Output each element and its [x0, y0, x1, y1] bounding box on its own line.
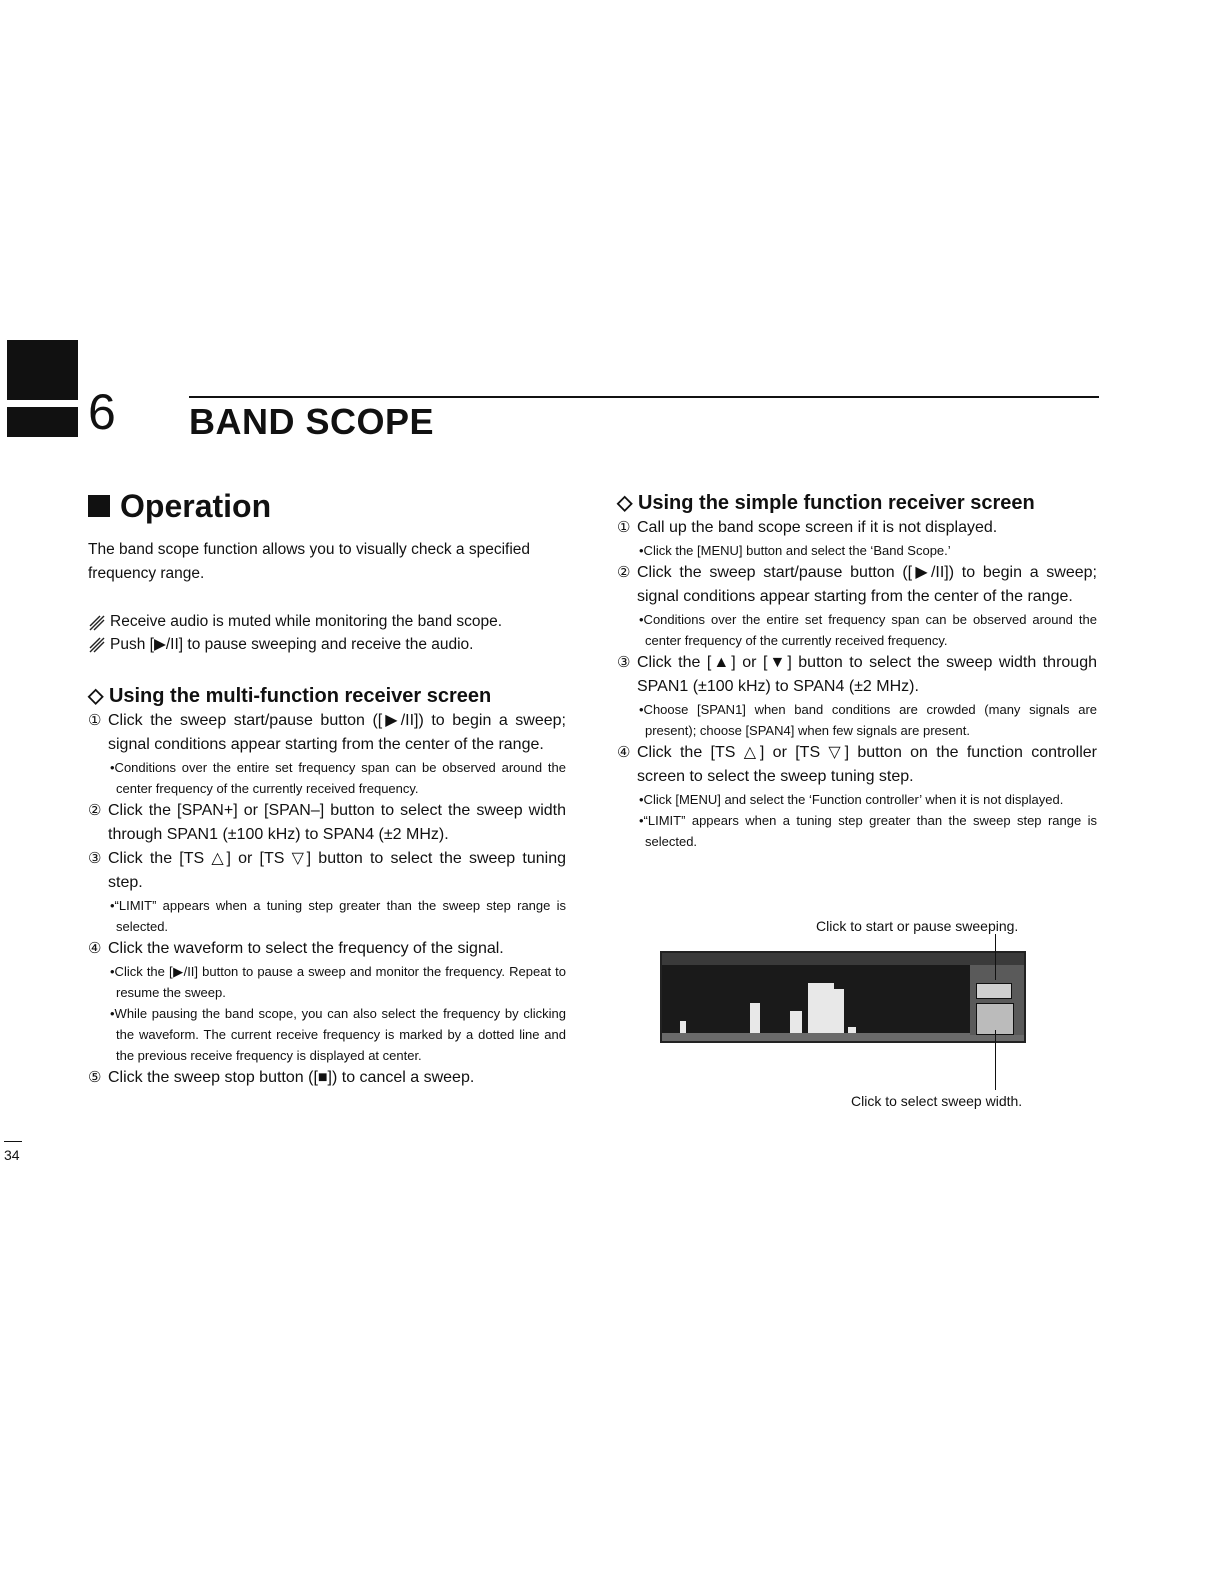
- step-text: Click the waveform to select the frequency of the signal.: [108, 940, 504, 957]
- chapter-tab-top: [7, 340, 78, 400]
- sweep-start-pause-button[interactable]: [976, 983, 1012, 999]
- step-subnote: •Choose [SPAN1] when band conditions are crowded (many signals are present); choose [SPAN4] when few signals are present.: [639, 702, 1097, 738]
- step-text: Click the [▲] or [▼] button to select the sweep width through SPAN1 (±100 kHz) to SPAN4 (±2 MHz).: [637, 654, 1097, 695]
- step-subnote: •“LIMIT” appears when a tuning step greater than the sweep step range is selected.: [639, 813, 1097, 849]
- step-text: Click the [SPAN+] or [SPAN–] button to select the sweep width through SPAN1 (±100 kHz) to SPAN4 (±2 MHz).: [108, 802, 566, 843]
- step-subnote: •Conditions over the entire set frequency span can be observed around the center frequency of the currently received frequency.: [110, 760, 566, 796]
- step-text: Call up the band scope screen if it is not displayed.: [637, 519, 998, 536]
- step-item: [88, 1066, 566, 1090]
- simple-function-steps: [617, 516, 1097, 852]
- simple-function-heading: ◇ Using the simple function receiver screen: [617, 492, 1035, 514]
- step-item: [617, 561, 1097, 609]
- waveform-bar: [834, 989, 844, 1033]
- waveform-bar: [790, 1011, 802, 1033]
- leader-line-top: [995, 934, 996, 980]
- step-subnote: •Click the [▶/II] button to pause a sweep and monitor the frequency. Repeat to resume the sweep.: [110, 964, 566, 1000]
- multi-function-section: [88, 683, 566, 1090]
- chapter-number: 6: [88, 384, 116, 440]
- figure-caption-top: Click to start or pause sweeping.: [816, 918, 1019, 934]
- note-line-1: Receive audio is muted while monitoring the band scope.: [110, 613, 503, 630]
- note-line-2: Push [▶/II] to pause sweeping and receive the audio.: [110, 636, 474, 653]
- step-text: Click the [TS △] or [TS ▽] button to select the sweep tuning step.: [108, 850, 566, 891]
- step-number: ②: [88, 802, 102, 819]
- chapter-tab-bottom: [7, 407, 78, 437]
- step-number: ②: [617, 564, 631, 581]
- band-scope-screenshot: [660, 951, 1026, 1043]
- section-intro: The band scope function allows you to visually check a specified frequency range.: [88, 541, 530, 582]
- step-subnote: •Click [MENU] and select the ‘Function controller’ when it is not displayed.: [639, 792, 1064, 807]
- page-number: 34: [4, 1147, 20, 1163]
- note-block: [88, 610, 578, 656]
- waveform-bar: [808, 983, 834, 1033]
- square-bullet-icon: [88, 495, 110, 517]
- simple-function-section: [617, 490, 1097, 852]
- step-text: Click the [TS △] or [TS ▽] button on the function controller screen to select the sweep tuning step.: [637, 744, 1097, 785]
- chapter-title: BAND SCOPE: [189, 401, 435, 442]
- step-subnote: •Click the [MENU] button and select the ‘Band Scope.’: [639, 543, 951, 558]
- step-item: [88, 799, 566, 847]
- multi-function-heading: ◇ Using the multi-function receiver screen: [88, 685, 492, 707]
- step-number: ③: [88, 850, 102, 867]
- window-title-bar: [662, 953, 1024, 965]
- step-text: Click the sweep start/pause button ([▶/II]) to begin a sweep; signal conditions appear starting from the center of the range.: [637, 564, 1097, 605]
- waveform-bar: [750, 1003, 760, 1033]
- section-title-text: Operation: [120, 488, 272, 524]
- step-number: ④: [88, 940, 102, 957]
- step-number: ①: [88, 712, 102, 729]
- step-item: [617, 651, 1097, 699]
- step-text: Click the sweep start/pause button ([▶/II]) to begin a sweep; signal conditions appear starting from the center of the range.: [108, 712, 566, 753]
- leader-line-bottom: [995, 1030, 996, 1090]
- note-hatch-icon: [88, 610, 108, 656]
- waveform-bar: [680, 1021, 686, 1033]
- step-subnote: •Conditions over the entire set frequency span can be observed around the center frequency of the currently received frequency.: [639, 612, 1097, 648]
- step-item: [88, 937, 566, 961]
- page-number-rule: [4, 1141, 22, 1142]
- section-title: [88, 487, 271, 525]
- step-item: [617, 741, 1097, 789]
- step-text: Click the sweep stop button ([■]) to cancel a sweep.: [108, 1069, 475, 1086]
- step-number: ①: [617, 519, 631, 536]
- step-number: ④: [617, 744, 631, 761]
- figure-caption-bottom: Click to select sweep width.: [851, 1093, 1023, 1109]
- step-item: [88, 709, 566, 757]
- step-subnote: •“LIMIT” appears when a tuning step greater than the sweep step range is selected.: [110, 898, 566, 934]
- step-item: [88, 847, 566, 895]
- step-number: ③: [617, 654, 631, 671]
- multi-function-steps: [88, 709, 566, 1090]
- step-item: [617, 516, 1097, 540]
- step-subnote: •While pausing the band scope, you can also select the frequency by clicking the waveform. The current receive frequency is marked by a dotted line and the previous receive frequency is displayed at center.: [110, 1006, 566, 1063]
- chapter-rule: [189, 396, 1099, 398]
- step-number: ⑤: [88, 1069, 102, 1086]
